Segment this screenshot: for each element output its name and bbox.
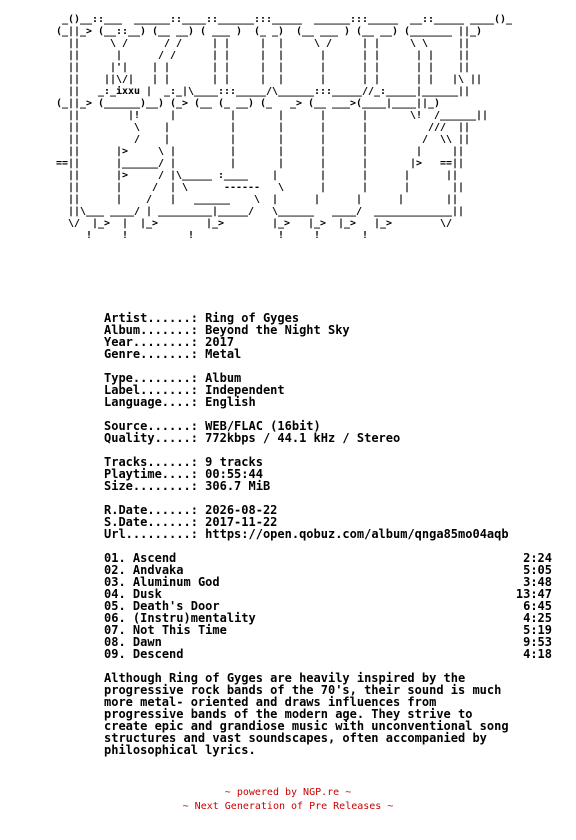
info-value: Ring of Gyges (205, 311, 300, 325)
track-time: 13:47 (515, 587, 552, 601)
track-row (104, 624, 552, 636)
description-line: create epic and grandiose music with unconventional song (104, 719, 509, 733)
release-info (104, 312, 552, 660)
tracklist (104, 552, 552, 660)
track-title: Descend (132, 647, 184, 661)
track-title: Death's Door (132, 599, 220, 613)
track-row (104, 576, 552, 588)
info-key: Tracks......: (104, 455, 198, 469)
info-key: Artist......: (104, 311, 198, 325)
track-time: 6:45 (523, 599, 552, 613)
track-time: 5:05 (523, 563, 552, 577)
track-number: 02. (104, 563, 126, 577)
track-number: 08. (104, 635, 126, 649)
info-value: 9 tracks (205, 455, 263, 469)
track-number: 05. (104, 599, 126, 613)
track-number: 06. (104, 611, 126, 625)
description-line: progressive bands of the modern age. They strive to (104, 707, 473, 721)
info-url (104, 528, 552, 540)
info-value: 2026-08-22 (205, 503, 278, 517)
info-key: Year........: (104, 335, 198, 349)
info-key: Type........: (104, 371, 198, 385)
track-title: (Instru)mentality (132, 611, 256, 625)
track-title: Ascend (132, 551, 177, 565)
track-time: 5:19 (523, 623, 552, 637)
track-time: 2:24 (523, 551, 552, 565)
info-key: Quality.....: (104, 431, 198, 445)
info-value: 00:55:44 (205, 467, 263, 481)
info-value: English (205, 395, 256, 409)
info-value: Metal (205, 347, 242, 361)
info-key: Genre.......: (104, 347, 198, 361)
track-number: 04. (104, 587, 126, 601)
album-description (104, 672, 564, 756)
info-genre (104, 348, 552, 360)
track-title: Aluminum God (132, 575, 220, 589)
info-key: Url.........: (104, 527, 198, 541)
info-key: S.Date......: (104, 515, 198, 529)
description-line: more metal- oriented and draws influences from (104, 695, 437, 709)
track-time: 3:48 (523, 575, 552, 589)
info-url-value: https://open.qobuz.com/album/qnga85mo04aqb (205, 527, 509, 541)
description-line: progressive rock bands of the 70's, their sound is much (104, 683, 502, 697)
info-key: R.Date......: (104, 503, 198, 517)
track-title: Andvaka (132, 563, 184, 577)
info-key: Size........: (104, 479, 198, 493)
track-title: Not This Time (132, 623, 227, 637)
info-value: 2017-11-22 (205, 515, 278, 529)
track-number: 01. (104, 551, 126, 565)
info-key: Playtime....: (104, 467, 198, 481)
footer (0, 786, 576, 814)
track-row (104, 648, 552, 660)
track-title: Dawn (132, 635, 162, 649)
ascii-art-logo: _()__::___ ______::____::______:::_____ ______:::_____ __::_____ ____()_ (_||_> (__::__) (__ __) ( ___ ) (_ _) (__ ___ ) (__ __) (_______ ||_) || \ / / / | | | | \ / | | \ \ || || | / / | | | | | | | | | || || |'| | | | | | | | | | | | || || ||\/| | | | | | | | | | | | |\ || || _:_ixxu | _:_|\____:::_____/\______:::_____//_:_____|______|| (_||_> (______)__) (_> (__ (_ __) (_ _> (__ ___>(____|____||_) || |! | | | | | \! /______|| || \ | | | | | /// || || / | | | | | / \\ || || |> \ | | | | | | || ==|| |______/ | | | | | |> ==|| || |> / |\_____ :____ | | | | || || | / | \ ------ \ | | | || || | / | ______ \ | | | | || ||\___ ____/ | _________|_____/ \______ ____/ _____________|| \/ |_> | |_> |_> |_> |_> |_> |_> \/ ! ! ! ! ! ! (56, 14, 513, 241)
footer-tagline: ~ Next Generation of Pre Releases ~ (182, 801, 394, 812)
info-key: Label.......: (104, 383, 198, 397)
info-quality (104, 432, 552, 444)
track-number: 09. (104, 647, 126, 661)
info-language (104, 396, 552, 408)
info-size (104, 480, 552, 492)
info-value: 2017 (205, 335, 235, 349)
track-time: 4:18 (523, 647, 552, 661)
info-key: Language....: (104, 395, 198, 409)
track-number: 03. (104, 575, 126, 589)
track-title: Dusk (132, 587, 162, 601)
info-key: Album.......: (104, 323, 198, 337)
track-number: 07. (104, 623, 126, 637)
info-value: Album (205, 371, 242, 385)
description-line: Although Ring of Gyges are heavily inspired by the (104, 671, 466, 685)
info-key: Source......: (104, 419, 198, 433)
info-value: Beyond the Night Sky (205, 323, 350, 337)
footer-powered-by: ~ powered by NGP.re ~ (224, 787, 352, 798)
info-value: Independent (205, 383, 285, 397)
track-time: 9:53 (523, 635, 552, 649)
track-time: 4:25 (523, 611, 552, 625)
info-value: 772kbps / 44.1 kHz / Stereo (205, 431, 401, 445)
description-line: structures and vast soundscapes, often accompanied by (104, 731, 487, 745)
info-value: 306.7 MiB (205, 479, 271, 493)
description-line: philosophical lyrics. (104, 743, 256, 757)
info-value: WEB/FLAC (16bit) (205, 419, 321, 433)
